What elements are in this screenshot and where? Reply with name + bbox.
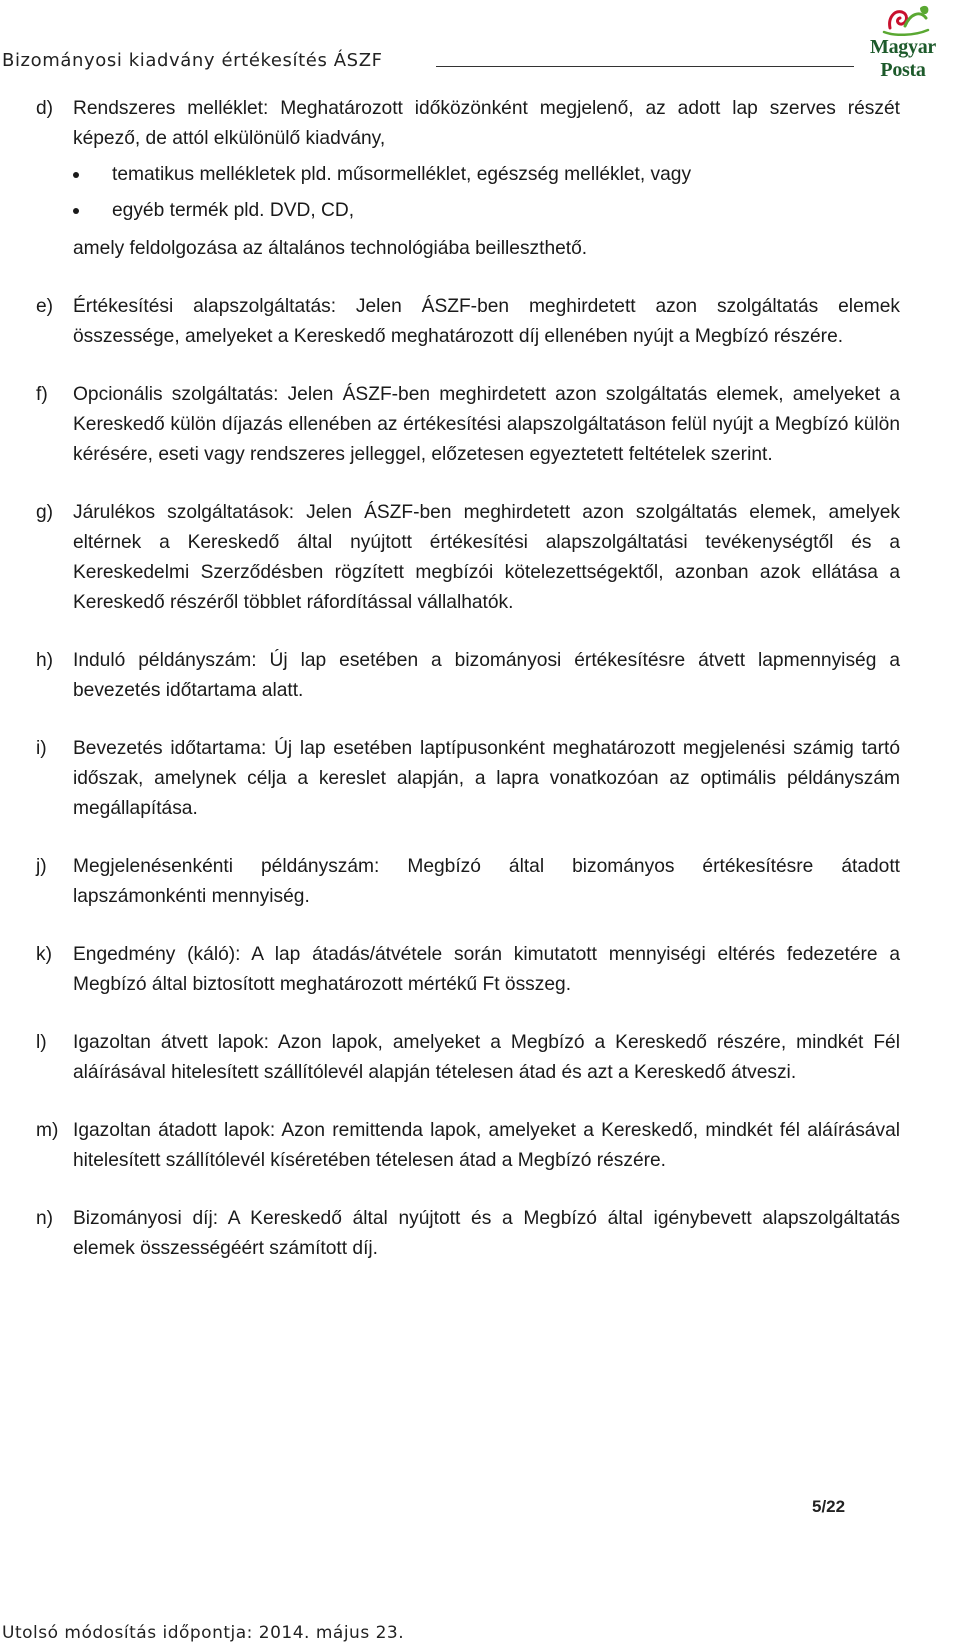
item-label: g) xyxy=(36,502,54,523)
definitions-list xyxy=(36,94,900,1292)
logo-text: Magyar Posta xyxy=(870,36,936,81)
last-modified-footer: Utolsó módosítás időpontja: 2014. május 23. xyxy=(2,1623,405,1643)
definition-item-n xyxy=(36,1204,900,1264)
bullet-text: tematikus mellékletek pld. műsormelléklet, egészség melléklet, vagy xyxy=(112,164,692,185)
bullet-item xyxy=(73,160,900,190)
item-text: Értékesítési alapszolgáltatás: Jelen ÁSZF-ben meghirdetett azon szolgáltatás elemek összessége, amelyeket a Kereskedő meghatározott díj ellenében nyújt a Megbízó részére. xyxy=(73,296,900,347)
item-text: Igazoltan átvett lapok: Azon lapok, amelyeket a Megbízó a Kereskedő részére, mindkét Fél aláírásával hitelesített szállítólevél alapján tételesen átad és azt a Kereskedő átveszi. xyxy=(73,1032,900,1083)
page-number: 5/22 xyxy=(812,1497,846,1516)
definition-item-i xyxy=(36,734,900,824)
item-label: d) xyxy=(36,98,54,119)
definition-item-m xyxy=(36,1116,900,1176)
item-label: j) xyxy=(36,856,47,877)
definition-item-g xyxy=(36,498,900,618)
item-label: f) xyxy=(36,384,48,405)
item-text: Rendszeres melléklet: Meghatározott időközönként megjelenő, az adott lap szerves részét képező, de attól elkülönülő kiadvány, xyxy=(73,98,900,149)
bullet-icon xyxy=(73,172,79,178)
item-text: Induló példányszám: Új lap esetében a bizományosi értékesítésre átvett lapmennyiség a bevezetés időtartama alatt. xyxy=(73,650,900,701)
magyar-posta-logo xyxy=(850,2,956,81)
item-label: h) xyxy=(36,650,54,671)
definition-item-k xyxy=(36,940,900,1000)
bullet-icon xyxy=(73,208,79,214)
item-label: m) xyxy=(36,1120,59,1141)
definition-item-f xyxy=(36,380,900,470)
definition-item-e xyxy=(36,292,900,352)
bullet-item xyxy=(73,196,900,226)
document-title: Bizományosi kiadvány értékesítés ÁSZF xyxy=(2,50,383,71)
definition-item-d xyxy=(36,94,900,264)
item-text: Bevezetés időtartama: Új lap esetében laptípusonként meghatározott megjelenési számig tartó időszak, amelynek célja a kereslet alapján, a lapra vonatkozóan az optimális példányszám megállapítása. xyxy=(73,738,900,819)
definition-item-j xyxy=(36,852,900,912)
item-label: e) xyxy=(36,296,54,317)
definition-item-l xyxy=(36,1028,900,1088)
header-divider xyxy=(436,66,854,67)
bullet-text: egyéb termék pld. DVD, CD, xyxy=(112,200,355,221)
item-text: Járulékos szolgáltatások: Jelen ÁSZF-ben meghirdetett azon szolgáltatás elemek, amelyek eltérnek a Kereskedő által nyújtott értékesítési alapszolgáltatási tevékenységtől és a Kereskedelmi Szerződésben rögzített megbízói kötelezettségektől, azonban azok ellátása a Kereskedő részéről többlet ráfordítással vállalhatók. xyxy=(73,502,900,613)
item-followup-text: amely feldolgozása az általános technológiába beilleszthető. xyxy=(73,238,588,259)
item-label: l) xyxy=(36,1032,47,1053)
item-label: n) xyxy=(36,1208,54,1229)
item-label: i) xyxy=(36,738,47,759)
bullet-list xyxy=(73,160,900,226)
page-header xyxy=(0,0,960,80)
definition-item-h xyxy=(36,646,900,706)
item-label: k) xyxy=(36,944,52,965)
item-text: Igazoltan átadott lapok: Azon remittenda lapok, amelyeket a Kereskedő, mindkét fél aláírásával hitelesített szállítólevél kíséretében tételesen átad a Megbízó részére. xyxy=(73,1120,900,1171)
item-text: Bizományosi díj: A Kereskedő által nyújtott és a Megbízó által igénybevett alapszolgáltatás elemek összességéért számított díj. xyxy=(73,1208,900,1259)
item-text: Megjelenésenkénti példányszám: Megbízó által bizományos értékesítésre átadott lapszámonkénti mennyiség. xyxy=(73,856,900,907)
item-text: Opcionális szolgáltatás: Jelen ÁSZF-ben meghirdetett azon szolgáltatás elemek, amelyeket a Kereskedő külön díjazás ellenében az értékesítési alapszolgáltatáson felül nyújt a Megbízó külön kérésére, eseti vagy rendszeres jelleggel, előzetesen egyeztetett feltételek szerint. xyxy=(73,384,900,465)
item-text: Engedmény (káló): A lap átadás/átvétele során kimutatott mennyiségi eltérés fedezetére a Megbízó által biztosított meghatározott mértékű Ft összeg. xyxy=(73,944,900,995)
